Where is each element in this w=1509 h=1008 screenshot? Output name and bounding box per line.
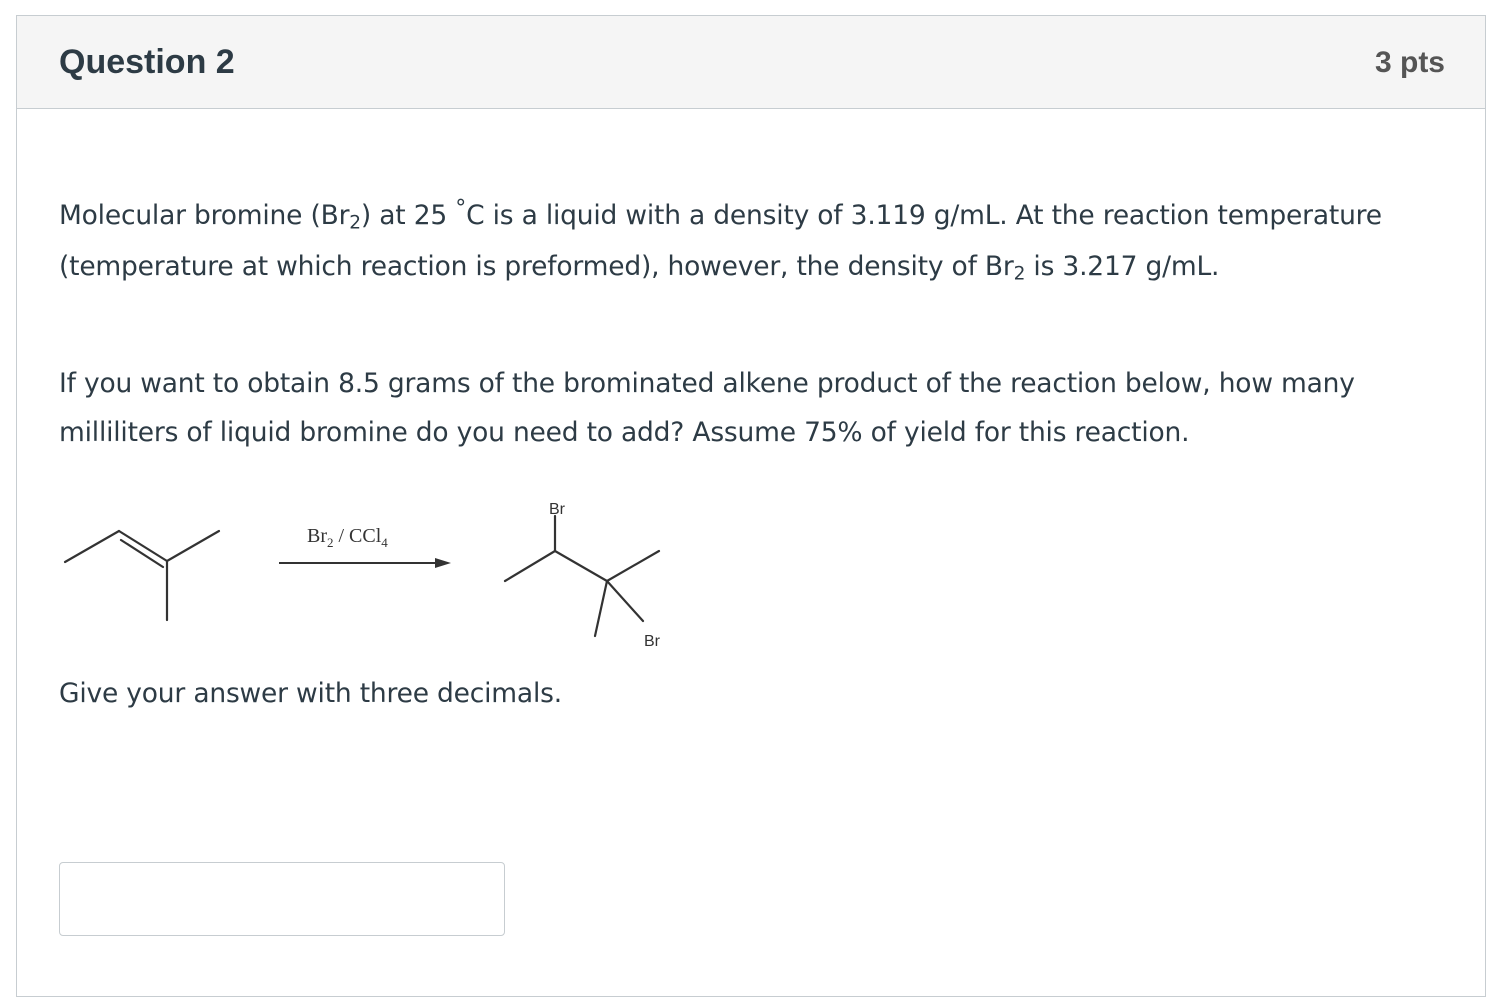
question-paragraph-3: Give your answer with three decimals. (59, 678, 562, 709)
question-paragraph-1: Molecular bromine $(Br_2)$ at 25 °C is a liquid with a density of 3.119 g/mL. At the reaction temperature (temperature at which reaction is preformed), however, the density of $Br_2$ is 3.217 g/mL. (59, 196, 1382, 285)
product-br-bottom: Br (644, 633, 660, 650)
reaction-scheme (17, 476, 717, 666)
answer-input[interactable] (59, 862, 505, 936)
product-br-top: Br (549, 501, 565, 518)
product-structure (505, 516, 659, 636)
question-paragraph-2: If you want to obtain 8.5 grams of the brominated alkene product of the reaction below, how many milliliters of liquid bromine do you need to add? Assume 75% of yield for this reaction. (59, 368, 1355, 448)
question-points: 3 pts (1374, 46, 1445, 79)
question-title: Question 2 (59, 43, 235, 81)
reagent-label: $Br_2 / CCl_4$ (307, 525, 388, 550)
question-header (17, 16, 1485, 109)
reaction-arrow (279, 558, 451, 568)
question-card (16, 15, 1486, 997)
reactant-structure (65, 531, 219, 620)
degree-symbol: ° (455, 196, 467, 221)
